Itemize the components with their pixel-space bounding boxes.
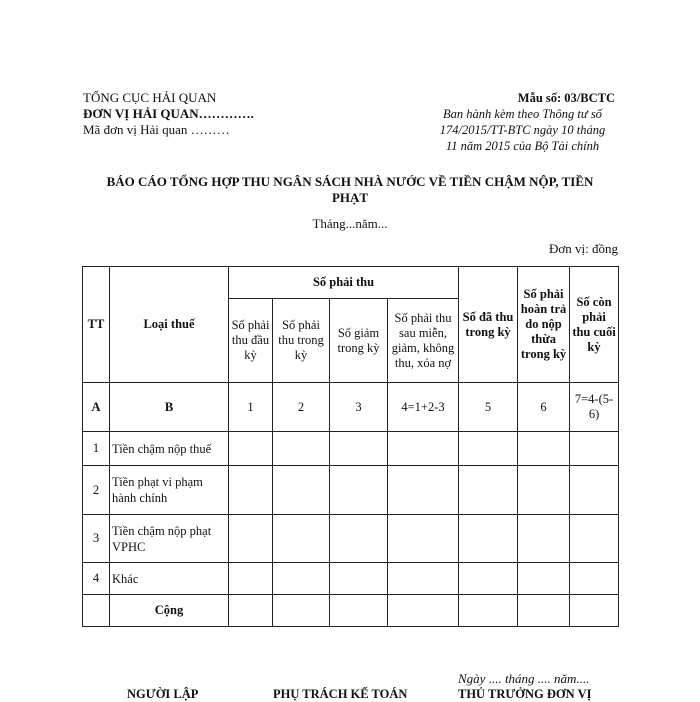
report-table: [82, 266, 619, 627]
data-cell: [570, 563, 619, 595]
index-cell: 7=4-(5-6): [570, 383, 619, 432]
data-cell: [229, 466, 273, 515]
table-row: [83, 563, 619, 595]
col-header-in-period: Số phải thu trong kỳ: [273, 299, 330, 383]
total-label: Cộng: [110, 595, 229, 627]
row-number: 1: [83, 432, 110, 466]
row-number: 4: [83, 563, 110, 595]
data-cell: [570, 466, 619, 515]
col-header-opening: Số phải thu đầu kỳ: [229, 299, 273, 383]
index-cell: 2: [273, 383, 330, 432]
data-cell: [388, 466, 459, 515]
data-cell: [388, 515, 459, 563]
row-label: Tiền chậm nộp thuế: [110, 432, 229, 466]
report-title-line-2: PHẠT: [331, 190, 369, 205]
index-cell: 1: [229, 383, 273, 432]
data-cell: [570, 432, 619, 466]
data-cell: [273, 563, 330, 595]
data-cell: [330, 595, 388, 627]
agency-name: TỔNG CỤC HẢI QUAN: [83, 90, 217, 105]
index-cell: 6: [518, 383, 570, 432]
col-header-collected: Số đã thu trong kỳ: [459, 267, 518, 383]
data-cell: [459, 466, 518, 515]
index-cell: 4=1+2-3: [388, 383, 459, 432]
data-cell: [273, 432, 330, 466]
report-period: Tháng...năm...: [312, 216, 388, 231]
report-title-line-1: BÁO CÁO TỔNG HỢP THU NGÂN SÁCH NHÀ NƯỚC VỀ TIỀN CHẬM NỘP, TIỀN: [106, 174, 594, 189]
circular-line-3: 11 năm 2015 của Bộ Tài chính: [445, 139, 600, 153]
data-cell: [518, 515, 570, 563]
unit-code: Mã đơn vị Hải quan ………: [83, 122, 230, 137]
index-cell: 3: [330, 383, 388, 432]
table-row: [83, 432, 619, 466]
currency-unit: Đơn vị: đồng: [549, 241, 618, 256]
col-header-tax-type: Loại thuế: [110, 267, 229, 383]
data-cell: [459, 432, 518, 466]
col-header-payable: Số phải thu: [229, 267, 459, 299]
data-cell: [273, 466, 330, 515]
data-cell: [388, 563, 459, 595]
data-cell: [459, 563, 518, 595]
table-row: [83, 515, 619, 563]
data-cell: [518, 432, 570, 466]
data-cell: [518, 466, 570, 515]
row-label: Tiền chậm nộp phạt VPHC: [110, 515, 229, 563]
data-cell: [330, 563, 388, 595]
index-cell: B: [110, 383, 229, 432]
data-cell: [459, 595, 518, 627]
data-cell: [330, 432, 388, 466]
unit-name: ĐƠN VỊ HẢI QUAN………….: [83, 106, 254, 121]
row-number: 2: [83, 466, 110, 515]
col-header-tt: TT: [83, 267, 110, 383]
data-cell: [229, 515, 273, 563]
data-cell: [459, 515, 518, 563]
row-label: Khác: [110, 563, 229, 595]
signature-preparer: NGƯỜI LẬP: [127, 687, 199, 701]
data-cell: [388, 432, 459, 466]
data-cell: [273, 595, 330, 627]
circular-line-2: 174/2015/TT-BTC ngày 10 tháng: [439, 123, 606, 137]
signature-unit-head: THỦ TRƯỞNG ĐƠN VỊ: [458, 687, 592, 701]
date-line: Ngày .... tháng .... năm....: [458, 671, 590, 686]
total-row: [83, 595, 619, 627]
table-row: [83, 466, 619, 515]
data-cell: [518, 595, 570, 627]
col-header-reduced: Số giảm trong kỳ: [330, 299, 388, 383]
index-cell: A: [83, 383, 110, 432]
report-title: [80, 174, 620, 206]
data-cell: [570, 515, 619, 563]
col-header-refund: Số phải hoàn trả do nộp thừa trong kỳ: [518, 267, 570, 383]
data-cell: [570, 595, 619, 627]
circular-line-1: Ban hành kèm theo Thông tư số: [443, 107, 602, 121]
signature-chief-accountant: PHỤ TRÁCH KẾ TOÁN: [273, 687, 408, 701]
form-number: Mẫu số: 03/BCTC: [517, 91, 615, 105]
data-cell: [330, 515, 388, 563]
data-cell: [229, 432, 273, 466]
row-label: Tiền phạt vi phạm hành chính: [110, 466, 229, 515]
data-cell: [273, 515, 330, 563]
data-cell: [518, 563, 570, 595]
data-cell: [83, 595, 110, 627]
header-left: [83, 90, 254, 138]
col-header-after-exemption: Số phải thu sau miễn, giảm, không thu, xóa nợ: [388, 299, 459, 383]
header-right: [420, 90, 625, 154]
data-cell: [388, 595, 459, 627]
data-cell: [229, 595, 273, 627]
row-number: 3: [83, 515, 110, 563]
data-cell: [330, 466, 388, 515]
col-header-remaining: Số còn phải thu cuối kỳ: [570, 267, 619, 383]
data-cell: [229, 563, 273, 595]
index-cell: 5: [459, 383, 518, 432]
